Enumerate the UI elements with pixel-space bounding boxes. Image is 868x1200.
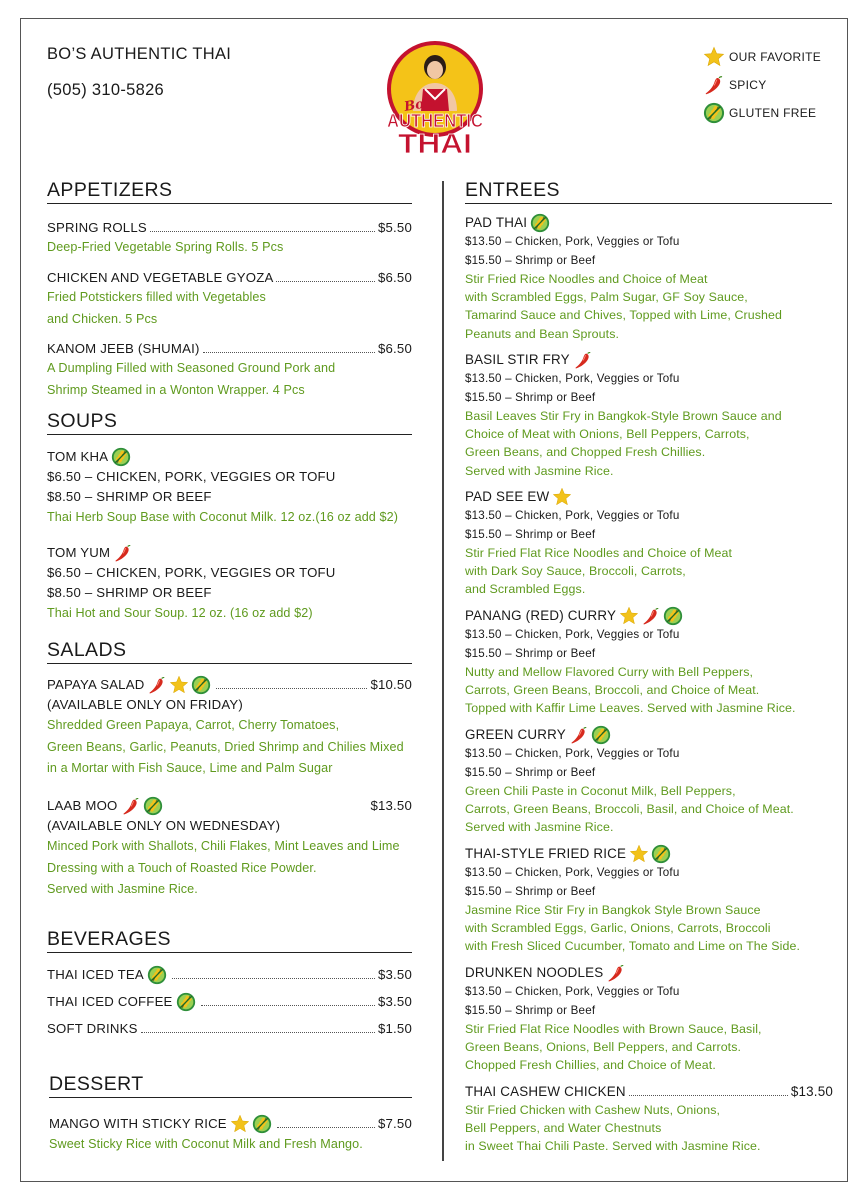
item-name: THAI-STYLE FRIED RICE — [465, 846, 627, 861]
item-price-line: $13.50 – Chicken, Pork, Veggies or Tofu — [465, 628, 680, 641]
item-desc: Peanuts and Bean Sprouts. — [465, 326, 620, 341]
menu-item-green-curry — [465, 725, 835, 837]
item-desc: Stir Fried Flat Rice Noodles and Choice of Meat — [465, 546, 733, 560]
item-name: SPRING ROLLS — [47, 220, 147, 235]
item-name: PAPAYA SALAD — [47, 677, 145, 692]
item-desc: with Scrambled Eggs, Garlic, Onions, Carrots, Broccoli — [465, 921, 771, 936]
item-desc: Stir Fried Flat Rice Noodles with Brown Sauce, Basil, — [465, 1022, 762, 1036]
item-price-line: $13.50 – Chicken, Pork, Veggies or Tofu — [465, 985, 680, 998]
item-desc: Thai Herb Soup Base with Coconut Milk. 12 oz.(16 oz add $2) — [47, 510, 399, 524]
item-price-line: $13.50 – Chicken, Pork, Veggies or Tofu — [465, 747, 680, 760]
chili-icon — [113, 543, 133, 563]
item-desc: Jasmine Rice Stir Fry in Bangkok Style Brown Sauce — [465, 903, 761, 917]
item-desc: Served with Jasmine Rice. — [47, 882, 198, 896]
item-desc: Served with Jasmine Rice. — [465, 463, 614, 478]
item-price: $3.50 — [377, 967, 412, 982]
chili-icon — [569, 725, 589, 745]
item-desc: with Dark Soy Sauce, Broccoli, Carrots, — [465, 564, 686, 579]
item-desc: Stir Fried Chicken with Cashew Nuts, Onions, — [465, 1103, 721, 1117]
item-name: TOM YUM — [47, 545, 111, 560]
legend-label: GLUTEN FREE — [729, 106, 817, 120]
item-name: PAD SEE EW — [465, 489, 550, 504]
item-desc: Green Chili Paste in Coconut Milk, Bell Peppers, — [465, 784, 736, 798]
item-desc: Thai Hot and Sour Soup. 12 oz. (16 oz add $2) — [47, 606, 313, 620]
item-desc: Chopped Fresh Chillies, and Choice of Meat. — [465, 1058, 716, 1073]
item-desc: Shredded Green Papaya, Carrot, Cherry Tomatoes, — [47, 718, 340, 732]
item-price-line: $15.50 – Shrimp or Beef — [465, 884, 596, 898]
item-price-line: $6.50 – CHICKEN, PORK, VEGGIES OR TOFU — [47, 469, 336, 484]
restaurant-name: BO’S AUTHENTIC THAI — [47, 45, 232, 63]
item-price: $5.50 — [377, 220, 412, 235]
logo-text-bottom: THAI — [398, 128, 472, 159]
gluten-free-icon — [143, 796, 163, 816]
star-icon — [230, 1114, 250, 1134]
item-desc: Shrimp Steamed in a Wonton Wrapper. 4 Pcs — [47, 382, 305, 397]
star-icon — [552, 487, 572, 507]
menu-item-thai-iced-coffee — [47, 992, 412, 1012]
section-title-soups: SOUPS — [47, 410, 412, 435]
item-desc: Minced Pork with Shallots, Chili Flakes, Mint Leaves and Lime — [47, 839, 400, 853]
item-name: THAI ICED COFFEE — [47, 994, 173, 1009]
item-price: $7.50 — [377, 1116, 412, 1131]
item-price-line: $15.50 – Shrimp or Beef — [465, 390, 596, 404]
gluten-free-icon — [111, 447, 131, 467]
item-price-line: $8.50 – SHRIMP OR BEEF — [47, 489, 212, 504]
item-price-line: $13.50 – Chicken, Pork, Veggies or Tofu — [465, 866, 680, 879]
section-title-appetizers: APPETIZERS — [47, 179, 412, 204]
item-desc: A Dumpling Filled with Seasoned Ground Pork and — [47, 361, 336, 375]
item-price-line: $13.50 – Chicken, Pork, Veggies or Tofu — [465, 372, 680, 385]
section-title-beverages: BEVERAGES — [47, 928, 412, 953]
legend-label: OUR FAVORITE — [729, 50, 822, 64]
item-desc: Choice of Meat with Onions, Bell Peppers, Carrots, — [465, 427, 750, 442]
leader-dots — [201, 994, 375, 1006]
item-name: DRUNKEN NOODLES — [465, 965, 604, 980]
item-price-line: $13.50 – Chicken, Pork, Veggies or Tofu — [465, 235, 680, 248]
item-price: $13.50 — [790, 1084, 833, 1099]
leader-dots — [172, 967, 375, 979]
legend-spicy — [703, 71, 843, 99]
item-desc: Green Beans, Garlic, Peanuts, Dried Shrimp and Chilies Mixed — [47, 739, 404, 754]
item-name: MANGO WITH STICKY RICE — [49, 1116, 227, 1131]
menu-item-fried-rice — [465, 844, 835, 956]
logo-text-mid: AUTHENTIC — [387, 111, 483, 131]
menu-item-cashew-chicken — [465, 1083, 833, 1156]
item-price-line: $8.50 – SHRIMP OR BEEF — [47, 585, 212, 600]
gluten-free-icon — [591, 725, 611, 745]
item-desc: Stir Fried Rice Noodles and Choice of Meat — [465, 272, 708, 286]
leader-dots — [277, 1116, 375, 1128]
menu-item-papaya-salad — [47, 675, 412, 780]
item-name: SOFT DRINKS — [47, 1021, 138, 1036]
gluten-free-icon — [651, 844, 671, 864]
section-title-dessert: DESSERT — [49, 1073, 412, 1098]
item-desc: Carrots, Green Beans, Broccoli, and Choice of Meat. — [465, 683, 760, 698]
item-name: BASIL STIR FRY — [465, 352, 570, 367]
item-desc: Served with Jasmine Rice. — [465, 820, 614, 835]
item-desc: and Scrambled Eggs. — [465, 582, 586, 597]
item-desc: Green Beans, Onions, Bell Peppers, and Carrots. — [465, 1040, 742, 1055]
leader-dots — [203, 341, 375, 353]
leader-dots — [141, 1021, 375, 1033]
item-desc: Tamarind Sauce and Chives, Topped with Lime, Crushed — [465, 308, 782, 323]
item-desc: Basil Leaves Stir Fry in Bangkok-Style Brown Sauce and — [465, 409, 782, 423]
item-desc: Bell Peppers, and Water Chestnuts — [465, 1121, 662, 1136]
item-price-line: $6.50 – CHICKEN, PORK, VEGGIES OR TOFU — [47, 565, 336, 580]
restaurant-phone: (505) 310-5826 — [47, 81, 165, 99]
item-desc: Green Beans, and Chopped Fresh Chillies. — [465, 445, 706, 460]
chili-icon — [703, 74, 725, 96]
star-icon — [629, 844, 649, 864]
item-name: GREEN CURRY — [465, 727, 566, 742]
menu-item-pad-thai — [465, 213, 835, 343]
leader-dots — [150, 220, 375, 232]
restaurant-logo — [383, 37, 487, 159]
item-desc: Sweet Sticky Rice with Coconut Milk and Fresh Mango. — [49, 1137, 363, 1151]
item-price: $1.50 — [377, 1021, 412, 1036]
item-desc: Carrots, Green Beans, Broccoli, Basil, and Choice of Meat. — [465, 802, 794, 817]
item-desc: in Sweet Thai Chili Paste. Served with Jasmine Rice. — [465, 1139, 761, 1154]
item-name: CHICKEN AND VEGETABLE GYOZA — [47, 270, 274, 285]
menu-page — [20, 18, 848, 1182]
item-price: $13.50 — [370, 798, 412, 813]
item-name: KANOM JEEB (SHUMAI) — [47, 341, 200, 356]
chili-icon — [641, 606, 661, 626]
menu-item-spring-rolls — [47, 219, 412, 259]
logo-text-top: Bo's — [403, 94, 437, 115]
star-icon — [169, 675, 189, 695]
column-divider — [442, 181, 444, 1161]
menu-item-tom-kha — [47, 447, 417, 529]
item-price: $6.50 — [377, 341, 412, 356]
menu-item-kanom-jeeb — [47, 340, 412, 401]
item-price-line: $15.50 – Shrimp or Beef — [465, 646, 596, 660]
menu-item-basil-stir-fry — [465, 350, 835, 480]
item-name: PANANG (RED) CURRY — [465, 608, 617, 623]
leader-dots — [629, 1084, 788, 1096]
star-icon — [703, 46, 725, 68]
item-name: TOM KHA — [47, 449, 109, 464]
legend-favorite — [703, 43, 843, 71]
item-name: THAI CASHEW CHICKEN — [465, 1084, 626, 1099]
item-desc: Dressing with a Touch of Roasted Rice Powder. — [47, 860, 317, 875]
item-price-line: $15.50 – Shrimp or Beef — [465, 253, 596, 267]
gluten-free-icon — [176, 992, 196, 1012]
item-desc: Topped with Kaffir Lime Leaves. Served with Jasmine Rice. — [465, 701, 796, 716]
item-price-line: $15.50 – Shrimp or Beef — [465, 765, 596, 779]
gluten-free-icon — [147, 965, 167, 985]
chili-icon — [147, 675, 167, 695]
legend-label: SPICY — [729, 78, 767, 92]
gluten-free-icon — [703, 102, 725, 124]
item-availability: (AVAILABLE ONLY ON FRIDAY) — [47, 697, 243, 712]
item-price: $6.50 — [377, 270, 412, 285]
item-price: $10.50 — [370, 677, 412, 692]
item-desc: with Scrambled Eggs, Palm Sugar, GF Soy Sauce, — [465, 290, 748, 305]
item-desc: with Fresh Sliced Cucumber, Tomato and Lime on The Side. — [465, 939, 801, 954]
gluten-free-icon — [252, 1114, 272, 1134]
item-desc: Nutty and Mellow Flavored Curry with Bell Peppers, — [465, 665, 754, 679]
leader-dots — [216, 677, 367, 689]
menu-item-mango-sticky-rice — [49, 1114, 412, 1156]
item-price-line: $15.50 – Shrimp or Beef — [465, 1003, 596, 1017]
chili-icon — [606, 963, 626, 983]
item-price: $3.50 — [377, 994, 412, 1009]
item-name: PAD THAI — [465, 215, 528, 230]
menu-item-gyoza — [47, 269, 412, 330]
item-availability: (AVAILABLE ONLY ON WEDNESDAY) — [47, 818, 281, 833]
menu-item-tom-yum — [47, 543, 417, 625]
item-name: LAAB MOO — [47, 798, 118, 813]
legend-gluten-free — [703, 99, 843, 127]
section-title-salads: SALADS — [47, 639, 412, 664]
menu-item-soft-drinks — [47, 1020, 412, 1038]
menu-item-drunken-noodles — [465, 963, 835, 1075]
item-desc: Fried Potstickers filled with Vegetables — [47, 290, 266, 304]
gluten-free-icon — [663, 606, 683, 626]
legend — [703, 43, 843, 127]
menu-item-laab-moo — [47, 796, 427, 901]
menu-item-pad-see-ew — [465, 487, 835, 599]
item-desc: and Chicken. 5 Pcs — [47, 311, 158, 326]
menu-item-panang-curry — [465, 606, 835, 718]
chili-icon — [121, 796, 141, 816]
item-name: THAI ICED TEA — [47, 967, 144, 982]
gluten-free-icon — [530, 213, 550, 233]
gluten-free-icon — [191, 675, 211, 695]
item-price-line: $13.50 – Chicken, Pork, Veggies or Tofu — [465, 509, 680, 522]
star-icon — [619, 606, 639, 626]
chili-icon — [573, 350, 593, 370]
section-title-entrees: ENTREES — [465, 179, 832, 204]
item-desc: Deep-Fried Vegetable Spring Rolls. 5 Pcs — [47, 240, 284, 254]
leader-dots — [276, 270, 375, 282]
item-price-line: $15.50 – Shrimp or Beef — [465, 527, 596, 541]
item-desc: in a Mortar with Fish Sauce, Lime and Palm Sugar — [47, 761, 333, 775]
menu-item-thai-iced-tea — [47, 965, 412, 985]
